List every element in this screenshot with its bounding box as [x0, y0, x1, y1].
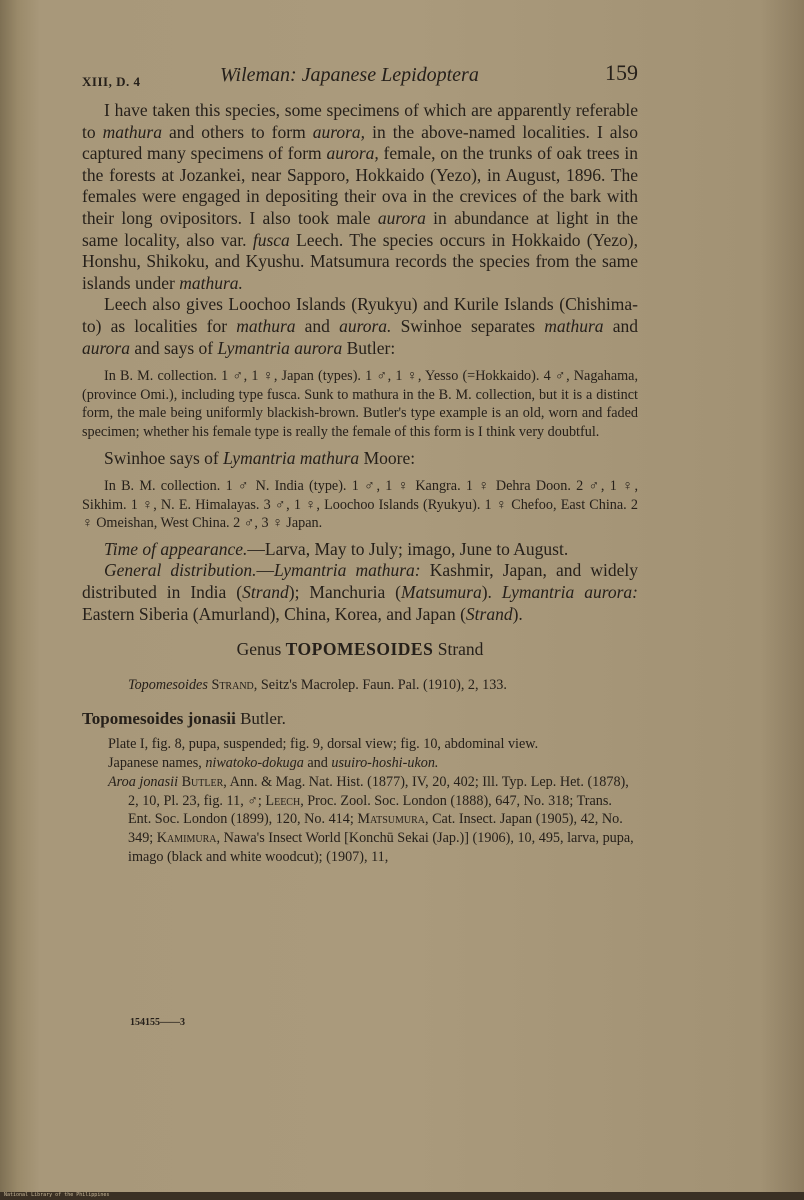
species-heading: Topomesoides jonasii Butler. [82, 709, 286, 729]
genus-heading: Genus TOPOMESOIDES Strand [236, 639, 484, 660]
japanese-names: Japanese names, niwatoko-dokuga and usuiro-hoshi-ukon. [108, 755, 439, 772]
paragraph-2: Leech also gives Loochoo Islands (Ryukyu) and Kurile Islands (Chishima-to) as localities for mathura and aurora. Swinhoe separates mathura and aurora and says of Lymantria aurora Butler: [82, 294, 638, 358]
running-title: Wileman: Japanese Lepidoptera [220, 64, 479, 86]
page-number: 159 [605, 60, 638, 85]
scan-footer-text: National Library of the Philippines [4, 1192, 110, 1198]
synonymy: Aroa jonasii Butler, Ann. & Mag. Nat. Hist. (1877), IV, 20, 402; Ill. Typ. Lep. Het. (1878), 2, 10, Pl. 23, fig. 11, ♂; Leech, Proc. Zool. Soc. London (1888), 647, No. 318; Trans. Ent. Soc. London (1899), 120, No. 414; Matsumura, Cat. Insect. Japan (1905), 42, No. 349; Kamimura, Nawa's Insect World [Konchū Sekai (Jap.)] (1906), 10, 495, larva, pupa, imago (black and white woodcut); (1907), 11, [108, 773, 634, 866]
page-body [82, 100, 638, 867]
printer-signature: 154155——3 [130, 1017, 185, 1028]
paragraph-3: Swinhoe says of Lymantria mathura Moore: [104, 447, 416, 468]
species-entries [82, 735, 638, 867]
running-header [82, 60, 638, 94]
paragraph-general-distribution: General distribution.—Lymantria mathura: Kashmir, Japan, and widely distributed in India (Strand); Manchuria (Matsumura). Lymantria aurora: Eastern Siberia (Amurland), China, Korea, and Japan (Strand). [82, 560, 639, 624]
paragraph-1: I have taken this species, some specimens of which are apparently referable to mathura and others to form aurora, in the above-named localities. I also captured many specimens of form aurora, female, on the trunks of oak trees in the forests at Jozankei, near Sapporo, Hokkaido (Yezo), in August, 1896. The females were engaged in depositing their ova in the crevices of the bark with their long ovipositors. I also took male aurora in abundance at light in the same locality, also var. fusca Leech. The species occurs in Hokkaido (Yezo), Honshu, Shikoku, and Kyushu. Matsumura records the species from the same islands under mathura. [82, 100, 639, 293]
quotation-2: In B. M. collection. 1 ♂ N. India (type). 1 ♂, 1 ♀ Kangra. 1 ♀ Dehra Doon. 2 ♂, 1 ♀, Sikhim. 1 ♀, N. E. Himalayas. 3 ♂, 1 ♀, Loochoo Islands (Ryukyu). 1 ♀ Chefoo, East China. 2 ♀ Omeishan, West China. 2 ♂, 3 ♀ Japan. [82, 478, 638, 532]
volume-number: XIII, D. 4 [82, 74, 141, 89]
paragraph-time-of-appearance: Time of appearance.—Larva, May to July; imago, June to August. [104, 538, 569, 559]
plate-reference: Plate I, fig. 8, pupa, suspended; fig. 9, dorsal view; fig. 10, abdominal view. [108, 736, 539, 753]
genus-reference: Topomesoides Strand, Seitz's Macrolep. Faun. Pal. (1910), 2, 133. [128, 677, 507, 694]
scan-footer-strip [0, 1192, 804, 1200]
quotation-1: In B. M. collection. 1 ♂, 1 ♀, Japan (types). 1 ♂, 1 ♀, Yesso (=Hokkaido). 4 ♂, Nagahama, (province Omi.), including type fusca. Sunk to mathura in the B. M. collection, but it is a distinct form, the male being uniformly blackish-brown. Butler's type example is an old, worn and faded specimen; whether his female type is really the female of this form is I think very doubtful. [82, 368, 638, 440]
